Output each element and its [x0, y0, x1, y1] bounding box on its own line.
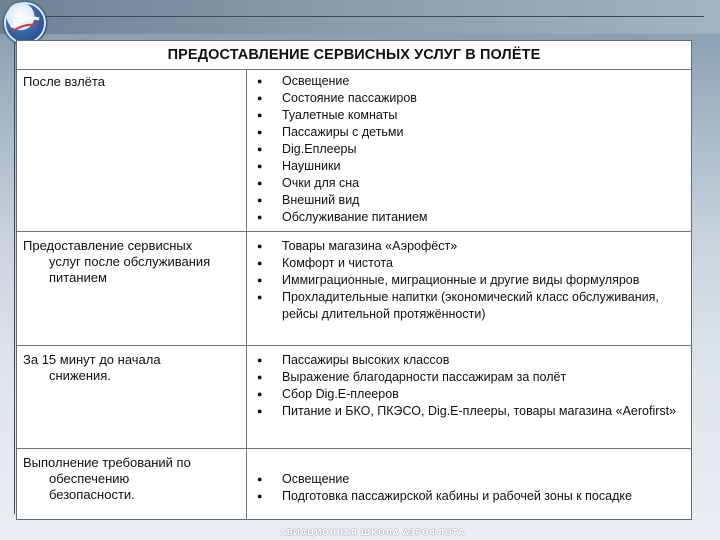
bullet-icon: ● [257, 355, 263, 365]
list-item-text: Обслуживание питанием [282, 210, 428, 224]
slide-frame-top [14, 16, 704, 17]
list-item-text: Комфорт и чистота [282, 256, 393, 270]
list-item [247, 90, 683, 107]
phase-cell [17, 346, 247, 448]
list-item [247, 158, 683, 175]
bullet-icon: ● [257, 144, 263, 154]
aeroflot-logo-icon [3, 1, 47, 45]
bullet-icon: ● [257, 474, 263, 484]
table-row [17, 346, 691, 449]
table-row [17, 232, 691, 346]
list-item-text: Освещение [282, 74, 350, 88]
list-item-text: Освещение [282, 472, 350, 486]
list-item-text: Состояние пассажиров [282, 91, 417, 105]
list-item [247, 255, 683, 272]
footer-label: АВИАЦИОННАЯ ШКОЛА АЭРОФЛОТА [280, 528, 465, 537]
phase-label: снижения. [49, 368, 111, 383]
table-row [17, 449, 691, 520]
list-item [247, 124, 683, 141]
list-item-text: Сбор Dig.E-плееров [282, 387, 399, 401]
top-band [0, 0, 720, 34]
service-list [247, 449, 691, 520]
list-item [247, 192, 683, 209]
list-item [247, 471, 683, 488]
list-item [247, 107, 683, 124]
bullet-icon: ● [257, 491, 263, 501]
list-item [247, 289, 683, 323]
table-title-row [17, 41, 691, 70]
phase-label: Предоставление сервисных [23, 238, 193, 253]
bullet-icon: ● [257, 161, 263, 171]
list-item-text: Пассажиры с детьми [282, 125, 404, 139]
phase-label: питанием [49, 270, 107, 285]
phase-label: обеспечению [49, 471, 130, 486]
table-row [17, 70, 691, 232]
list-item-text: Наушники [282, 159, 341, 173]
list-item [247, 238, 683, 255]
bullet-icon: ● [257, 389, 263, 399]
phase-cell [17, 70, 247, 231]
list-item-text: Питание и БКО, ПКЭСО, Dig.E-плееры, товары магазина «Aerofirst» [282, 404, 677, 418]
list-item-text: Товары магазина «Аэрофёст» [282, 239, 458, 253]
phase-cell [17, 449, 247, 520]
list-item [247, 352, 683, 369]
list-item [247, 209, 683, 226]
bullet-icon: ● [257, 195, 263, 205]
phase-label: Выполнение требований по [23, 455, 191, 470]
phase-label: После взлёта [23, 74, 105, 89]
service-list [247, 70, 691, 231]
bullet-icon: ● [257, 406, 263, 416]
phase-cell [17, 232, 247, 345]
slide-frame-left [14, 16, 15, 514]
service-list [247, 346, 691, 448]
list-item-text: Dig.Еплееры [282, 142, 357, 156]
service-list [247, 232, 691, 345]
bullet-icon: ● [257, 110, 263, 120]
phase-label: услуг после обслуживания [49, 254, 211, 269]
bullet-icon: ● [257, 372, 263, 382]
list-item-text: Иммиграционные, миграционные и другие виды формуляров [282, 273, 640, 287]
list-item [247, 141, 683, 158]
list-item-text: Очки для сна [282, 176, 360, 190]
list-item-text: Выражение благодарности пассажирам за полёт [282, 370, 567, 384]
bullet-icon: ● [257, 292, 263, 302]
bullet-icon: ● [257, 258, 263, 268]
bullet-icon: ● [257, 241, 263, 251]
list-item [247, 175, 683, 192]
list-item [247, 73, 683, 90]
bullet-icon: ● [257, 275, 263, 285]
list-item-text: Внешний вид [282, 193, 360, 207]
bullet-icon: ● [257, 127, 263, 137]
list-item-text: Пассажиры высоких классов [282, 353, 450, 367]
list-item [247, 386, 683, 403]
list-item-text: Подготовка пассажирской кабины и рабочей зоны к посадке [282, 489, 632, 503]
page-title: ПРЕДОСТАВЛЕНИЕ СЕРВИСНЫХ УСЛУГ В ПОЛЁТЕ [167, 47, 541, 63]
bullet-icon: ● [257, 212, 263, 222]
list-item [247, 403, 683, 420]
bullet-icon: ● [257, 93, 263, 103]
list-item [247, 272, 683, 289]
service-table [16, 40, 692, 520]
list-item-text: Туалетные комнаты [282, 108, 398, 122]
list-item [247, 369, 683, 386]
phase-label: безопасности. [49, 487, 135, 502]
bullet-icon: ● [257, 76, 263, 86]
bullet-icon: ● [257, 178, 263, 188]
list-item [247, 488, 683, 505]
list-item-text: Прохладительные напитки (экономический класс обслуживания, рейсы длительной протяжённости) [282, 290, 659, 321]
phase-label: За 15 минут до начала [23, 352, 161, 367]
